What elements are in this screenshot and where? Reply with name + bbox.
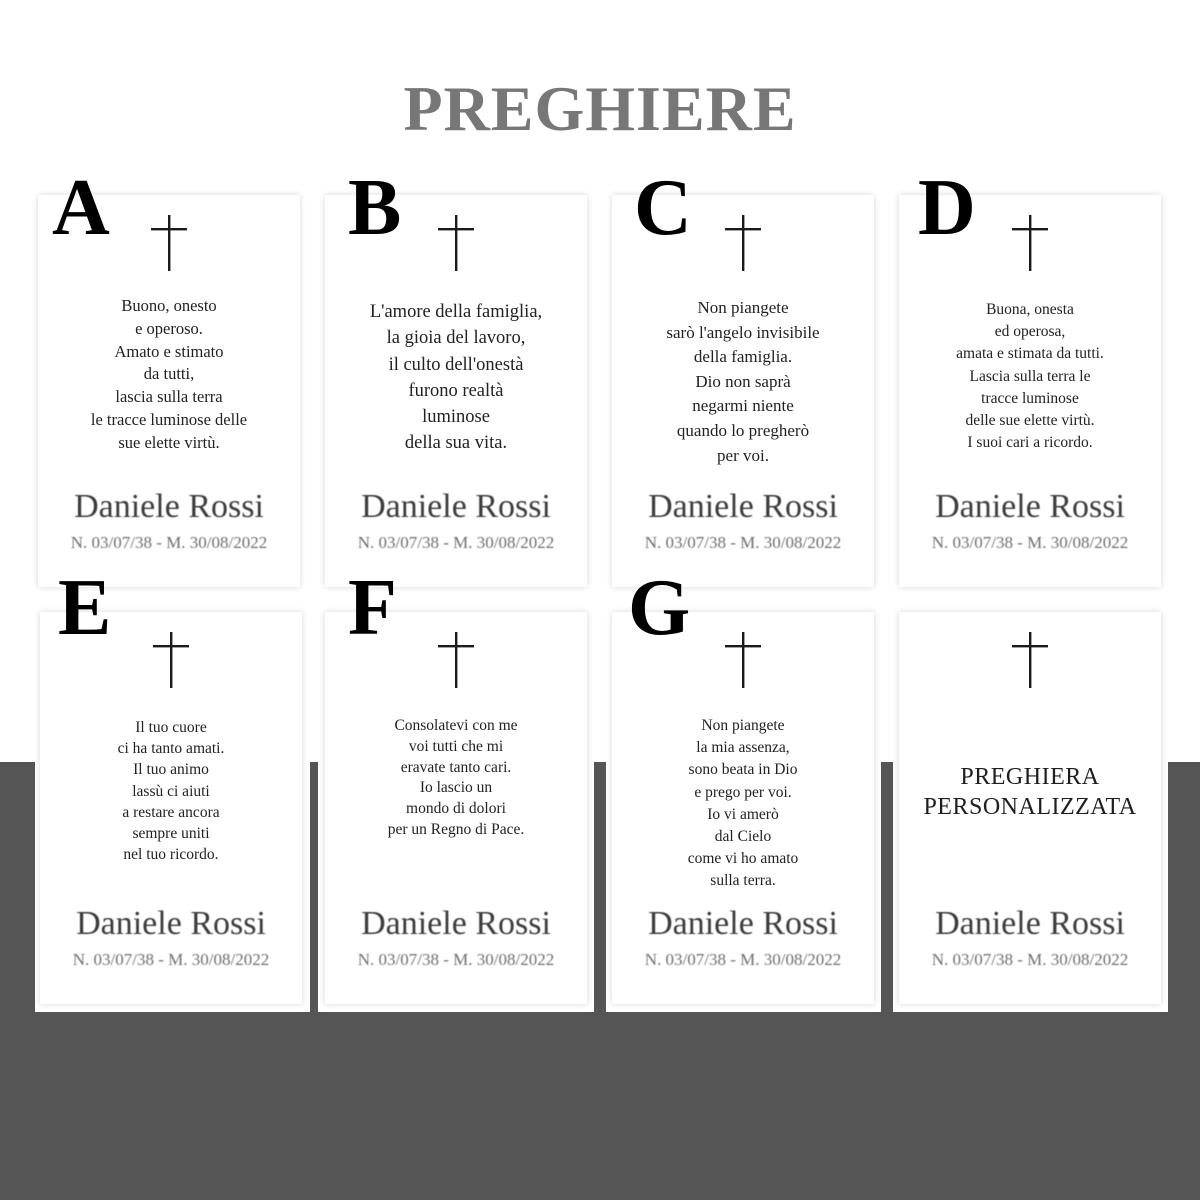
option-letter: E	[58, 564, 112, 652]
prayer-text	[331, 299, 581, 457]
prayer-line: sarò l'angelo invisibile	[666, 322, 820, 342]
prayer-line: nel tuo ricordo.	[123, 846, 219, 864]
cross-icon	[438, 632, 474, 688]
prayer-line: Il tuo animo	[133, 761, 209, 779]
cross-icon	[725, 632, 761, 688]
deceased-name: Daniele Rossi	[361, 488, 551, 525]
prayer-line: da tutti,	[143, 364, 195, 384]
cross-icon	[153, 632, 189, 688]
deceased-name: Daniele Rossi	[361, 905, 551, 942]
cross-icon	[725, 215, 761, 271]
prayer-card[interactable]	[612, 195, 874, 587]
cross-icon	[1012, 632, 1048, 688]
prayer-line: ci ha tanto amati.	[117, 740, 225, 758]
prayer-line: I suoi cari a ricordo.	[967, 434, 1093, 452]
cross-icon	[151, 215, 187, 271]
prayer-line: sulla terra.	[710, 872, 776, 890]
prayer-line: sempre uniti	[132, 825, 210, 843]
prayer-line: per un Regno di Pace.	[387, 820, 525, 838]
prayer-line: negarmi niente	[692, 396, 794, 416]
deceased-name: Daniele Rossi	[76, 905, 266, 942]
prayer-line: Il tuo cuore	[135, 719, 207, 736]
prayer-line: a restare ancora	[122, 803, 220, 821]
prayer-line: lassù ci aiuti	[132, 782, 210, 800]
prayer-card[interactable]	[325, 612, 587, 1004]
prayer-line: il culto dell'onestà	[388, 354, 524, 375]
birth-death-dates: N. 03/07/38 - M. 30/08/2022	[357, 950, 555, 969]
prayer-line: le tracce luminose delle	[90, 409, 248, 429]
prayer-line: la mia assenza,	[696, 739, 790, 757]
option-letter: D	[918, 164, 976, 252]
option-letter: A	[52, 164, 110, 252]
prayer-line: come vi ho amato	[687, 850, 799, 868]
birth-death-dates: N. 03/07/38 - M. 30/08/2022	[357, 533, 555, 552]
prayer-line: amata e stimata da tutti.	[956, 345, 1104, 363]
prayer-line: Non piangete	[701, 717, 785, 734]
prayer-line: Consolatevi con me	[394, 717, 518, 734]
prayer-line: delle sue elette virtù.	[965, 412, 1095, 430]
prayer-line: per voi.	[717, 445, 769, 465]
prayer-text	[44, 295, 294, 455]
birth-death-dates: N. 03/07/38 - M. 30/08/2022	[70, 533, 268, 552]
page-title: PREGHIERE	[403, 73, 797, 144]
prayer-text	[618, 296, 868, 468]
prayer-card[interactable]	[612, 612, 874, 1004]
prayer-line: voi tutti che mi	[408, 737, 504, 755]
birth-death-dates: N. 03/07/38 - M. 30/08/2022	[644, 950, 842, 969]
prayer-line: L'amore della famiglia,	[369, 302, 543, 322]
deceased-name: Daniele Rossi	[648, 488, 838, 525]
custom-prayer-line: PERSONALIZZATA	[923, 794, 1137, 820]
prayer-line: eravate tanto cari.	[400, 758, 512, 776]
prayer-line: Io lascio un	[419, 779, 493, 797]
prayer-line: Amato e stimato	[114, 341, 224, 361]
deceased-name: Daniele Rossi	[935, 488, 1125, 525]
prayer-line: furono realtà	[408, 380, 504, 401]
prayer-line: quando lo pregherò	[676, 420, 810, 440]
deceased-name: Daniele Rossi	[935, 905, 1125, 942]
birth-death-dates: N. 03/07/38 - M. 30/08/2022	[931, 533, 1129, 552]
cross-icon	[438, 215, 474, 271]
prayer-line: sono beata in Dio	[688, 761, 798, 779]
prayer-line: mondo di dolori	[406, 800, 506, 818]
prayer-card[interactable]	[325, 195, 587, 587]
prayer-line: della sua vita.	[404, 433, 508, 454]
cross-icon	[1012, 215, 1048, 271]
birth-death-dates: N. 03/07/38 - M. 30/08/2022	[72, 950, 270, 969]
birth-death-dates: N. 03/07/38 - M. 30/08/2022	[644, 533, 842, 552]
deceased-name: Daniele Rossi	[648, 905, 838, 942]
prayer-line: la gioia del lavoro,	[386, 328, 526, 349]
prayer-line: e operoso.	[135, 318, 203, 338]
option-letter: F	[348, 564, 397, 652]
prayer-card[interactable]	[899, 612, 1161, 1004]
prayer-line: lascia sulla terra	[115, 387, 223, 407]
prayer-line: dal Cielo	[714, 828, 772, 846]
prayer-text	[331, 716, 581, 841]
custom-prayer-line: PREGHIERA	[960, 764, 1100, 790]
prayer-line: sue elette virtù.	[118, 432, 220, 452]
prayer-line: Buono, onesto	[121, 296, 217, 315]
prayer-line: Dio non saprà	[695, 371, 791, 391]
prayer-line: e prego per voi.	[694, 783, 792, 801]
prayer-text	[46, 717, 296, 865]
prayer-text	[618, 715, 868, 893]
prayer-line: tracce luminose	[981, 389, 1079, 407]
prayer-line: luminose	[422, 407, 490, 428]
option-letter: B	[348, 164, 402, 252]
prayer-line: Non piangete	[697, 298, 789, 317]
option-letter: C	[634, 164, 692, 252]
prayer-text	[905, 299, 1155, 454]
option-letter: G	[628, 564, 691, 652]
prayer-line: Buona, onesta	[986, 301, 1074, 318]
deceased-name: Daniele Rossi	[74, 488, 264, 525]
prayer-line: della famiglia.	[693, 347, 793, 367]
prayer-line: ed operosa,	[994, 323, 1066, 341]
prayer-card[interactable]	[40, 612, 302, 1004]
custom-prayer-label	[899, 762, 1161, 822]
prayer-line: Lascia sulla terra le	[969, 367, 1091, 385]
prayer-line: Io vi amerò	[707, 805, 779, 823]
birth-death-dates: N. 03/07/38 - M. 30/08/2022	[931, 950, 1129, 969]
prayer-card[interactable]	[38, 195, 300, 587]
prayer-card[interactable]	[899, 195, 1161, 587]
